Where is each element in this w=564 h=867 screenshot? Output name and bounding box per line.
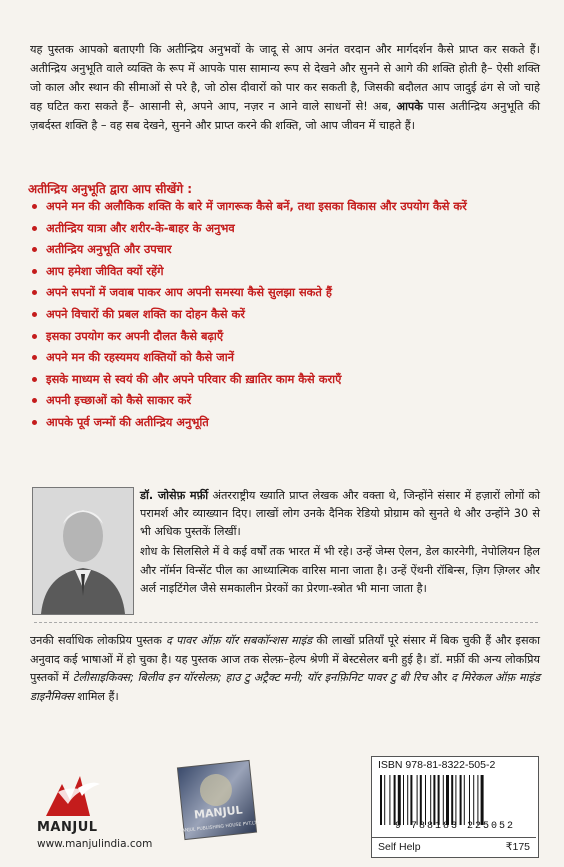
barcode-bar xyxy=(394,775,396,825)
learn-item: अपनी इच्छाओं को कैसे साकार करें xyxy=(32,392,537,409)
publisher-logo-text: MANJUL xyxy=(37,820,98,835)
barcode-bar xyxy=(398,775,401,825)
intro-part1: यह पुस्तक आपको बताएगी कि अतीन्द्रिय अनुभवों के जादू से आप अनंत वरदान और मार्गदर्शन कैसे प्राप्त कर सकते हैं। अतीन्द्रिय अनुभूति वाले व्यक्ति के रूप में आपके पास सामान्य रूप से देखने और सुनने से आगे की शक्ति होती है– ऐसी शक्ति जो काल और स्थान की सीमाओं से परे है, जो ठोस दीवारों को पार कर सकती है, जिसकी बदौलत आप जादुई ढंग से जो चाहे वह घटित करा सकते हैं– आसानी से, अपने आप, नज़र न आने वाले साधनों से! अब, xyxy=(30,43,540,113)
bullet-icon xyxy=(32,247,37,252)
barcode-footer xyxy=(372,837,536,857)
learn-item: आपके पूर्व जन्मों की अतीन्द्रिय अनुभूति xyxy=(32,414,537,431)
divider xyxy=(34,622,538,623)
works-title-2: टेलीसाइकिक्स; बिलीव इन यॉरसेल्फ़; हाउ टु अट्रैक्ट मनी; यॉर इनफ़िनिट पावर टु बी रिच xyxy=(72,671,428,684)
author-bio-2: शोध के सिलसिले में वे कई वर्षों तक भारत में भी रहे। उन्हें जेम्स ऐलन, डेल कारनेगी, नेपोलियन हिल और नॉर्मन विन्सेंट पील का आध्यात्मिक वारिस माना जाता है। उन्हें ऐंथनी रॉबिन्स, ज़िग ज़िग्लर और अर्ल नाइटिंगेल जैसे समकालीन प्रेरकों का प्रेरणा-स्त्रोत भी माना जाता है। xyxy=(140,545,540,595)
bullet-icon xyxy=(32,312,37,317)
bullet-icon xyxy=(32,226,37,231)
barcode-bar xyxy=(425,775,426,825)
barcode-bar xyxy=(417,775,418,825)
learn-heading: अतीन्द्रिय अनुभूति द्वारा आप सीखेंगे : xyxy=(28,182,193,196)
intro-part2: पास अतीन्द्रिय अनुभूति की ज़बर्दस्त शक्ति है – वह सब देखने, सुनने और प्राप्त करने की शक्ति, जो आप जीवन में चाहते हैं। xyxy=(30,100,540,132)
bird-logo-icon xyxy=(40,770,150,820)
bullet-icon xyxy=(32,355,37,360)
intro-paragraph xyxy=(30,40,540,135)
works-and: और xyxy=(431,671,448,684)
bullet-icon xyxy=(32,269,37,274)
works-tail: शामिल हैं। xyxy=(77,689,119,703)
barcode-bar xyxy=(389,775,390,825)
barcode-bar xyxy=(451,775,453,825)
barcode-bar xyxy=(455,775,456,825)
works-title-3: द मिरेकल ऑफ़ माइंड डाइनैमिक्स xyxy=(30,671,541,703)
hologram-stamp-icon xyxy=(173,756,261,844)
barcode-bar xyxy=(403,775,404,825)
learn-item: अपने मन की रहस्यमय शक्तियों को कैसे जानें xyxy=(32,349,537,366)
bullet-icon xyxy=(32,398,37,403)
works-title-1: द पावर ऑफ़ यॉर सबकॉन्शस माइंड xyxy=(165,634,313,647)
author-name: डॉ. जोसेफ़ मर्फ़ी xyxy=(140,489,209,502)
barcode-bar xyxy=(384,775,385,825)
learn-item: अतीन्द्रिय अनुभूति और उपचार xyxy=(32,241,537,258)
barcode-bar xyxy=(473,775,474,825)
barcode-bar xyxy=(430,775,431,825)
barcode-bar xyxy=(477,775,478,825)
barcode-bar xyxy=(446,775,449,825)
works-lead: उनकी सर्वाधिक लोकप्रिय पुस्तक xyxy=(30,634,162,647)
bullet-icon xyxy=(32,204,37,209)
learn-item: अपने सपनों में जवाब पाकर आप अपनी समस्या कैसे सुलझा सकते हैं xyxy=(32,284,537,301)
barcode-bar xyxy=(481,775,484,825)
intro-highlight: आपके xyxy=(396,100,423,113)
bullet-icon xyxy=(32,420,37,425)
publisher-website: www.manjulindia.com xyxy=(37,838,153,850)
barcode-bar xyxy=(464,775,465,825)
barcode-bar xyxy=(420,775,422,825)
author-portrait-icon xyxy=(33,488,133,614)
book-category: Self Help xyxy=(378,841,421,853)
isbn-text: ISBN 978-81-8322-505-2 xyxy=(378,759,496,771)
bullet-icon xyxy=(32,290,37,295)
bullet-icon xyxy=(32,334,37,339)
learn-item: आप हमेशा जीवित क्यों रहेंगे xyxy=(32,263,537,280)
learn-item: इसका उपयोग कर अपनी दौलत कैसे बढ़ाएँ xyxy=(32,328,537,345)
learn-item: इसके माध्यम से स्वयं की और अपने परिवार की ख़ातिर काम कैसे कराएँ xyxy=(32,371,537,388)
barcode-icon xyxy=(380,775,530,825)
author-photo xyxy=(32,487,134,615)
barcode-panel xyxy=(371,756,539,858)
works-paragraph xyxy=(30,632,540,706)
author-bio-text-1: अंतरराष्ट्रीय ख्याति प्राप्त लेखक और वक्ता थे, जिन्होंने संसार में हज़ारों लोगों को परामर्श और व्याख्यान दिए। लाखों लोग उनके दैनिक रेडियो प्रोग्राम को सुनते थे और उन्होंने 30 से भी अधिक पुस्तकें लिखीं। xyxy=(140,489,540,538)
svg-text:MANJUL: MANJUL xyxy=(193,803,244,822)
learn-item: अतीन्द्रिय यात्रा और शरीर-के-बाहर के अनुभव xyxy=(32,220,537,237)
learn-item: अपने मन की अलौकिक शक्ति के बारे में जागरूक कैसे बनें, तथा इसका विकास और उपयोग कैसे करें xyxy=(32,198,537,215)
barcode-bar xyxy=(460,775,462,825)
barcode-bar xyxy=(433,775,435,825)
works-mid: की लाखों प्रतियाँ पूरे संसार में बिक चुकी हैं और इसका अनुवाद कई भाषाओं में हो चुका है। यह पुस्तक आज तक सेल्फ़–हेल्प श्रेणी में बेस्टसेलर बनी हुई है। डॉ. मर्फ़ी की अन्य लोकप्रिय पुस्तकों में xyxy=(30,634,541,684)
bullet-icon xyxy=(32,377,37,382)
barcode-bar xyxy=(438,775,440,825)
barcode-bar xyxy=(469,775,470,825)
book-price: ₹175 xyxy=(505,841,530,853)
svg-text:MANJUL PUBLISHING HOUSE PVT.LT: MANJUL PUBLISHING HOUSE PVT.LTD. xyxy=(177,820,261,835)
learn-item: अपने विचारों की प्रबल शक्ति का दोहन कैसे करें xyxy=(32,306,537,323)
barcode-bar xyxy=(410,775,412,825)
barcode-bar xyxy=(443,775,444,825)
author-bio-1 xyxy=(140,487,540,541)
learn-list xyxy=(32,198,537,436)
barcode-digits: 9 788183 225052 xyxy=(394,821,515,832)
barcode-bar xyxy=(380,775,382,825)
publisher-stamp xyxy=(173,756,261,844)
barcode-bar xyxy=(407,775,408,825)
